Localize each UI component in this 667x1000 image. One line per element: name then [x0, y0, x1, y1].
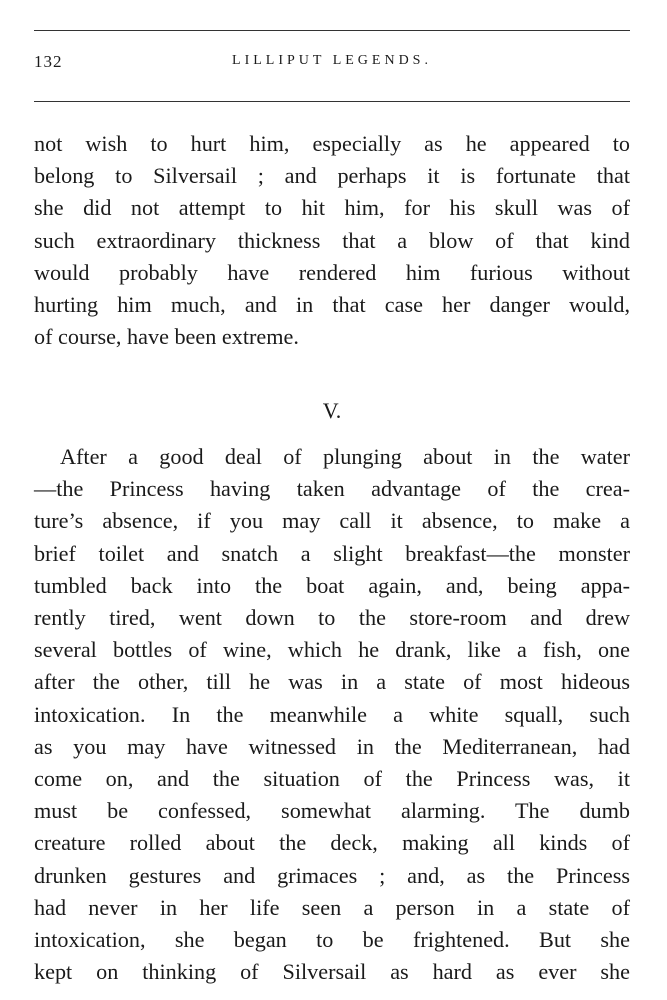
text-line: after the other, till he was in a state of most hideous — [34, 669, 630, 695]
section-heading: V. — [322, 398, 342, 423]
text-line: such extraordinary thickness that a blow of that kind — [34, 227, 630, 253]
text-line: drunken gestures and grimaces ; and, as the Princess — [34, 862, 630, 888]
text-line: intoxication, she began to be frightened. But she — [34, 927, 630, 953]
text-line: After a good deal of plunging about in the water — [60, 444, 630, 469]
text-line: tumbled back into the boat again, and, being appa- — [34, 572, 630, 598]
text-line: belong to Silversail ; and perhaps it is fortunate that — [34, 163, 630, 189]
header-rule-bottom — [34, 101, 630, 102]
text-line: of course, have been extreme. — [34, 324, 299, 350]
page-number: 132 — [34, 52, 63, 71]
text-line: she did not attempt to hit him, for his skull was of — [34, 195, 630, 221]
paragraph-section-five — [34, 441, 630, 988]
text-line: not wish to hurt him, especially as he appeared to — [34, 131, 630, 156]
text-line: would probably have rendered him furious without — [34, 259, 630, 285]
text-line: brief toilet and snatch a slight breakfast—the monster — [34, 540, 630, 566]
text-line: intoxication. In the meanwhile a white squall, such — [34, 701, 630, 727]
text-line: come on, and the situation of the Princess was, it — [34, 766, 630, 792]
text-line: —the Princess having taken advantage of the crea- — [34, 476, 630, 502]
running-title: LILLIPUT LEGENDS. — [232, 53, 432, 68]
text-line: creature rolled about the deck, making all kinds of — [34, 830, 630, 856]
text-line: ture’s absence, if you may call it absence, to make a — [34, 508, 630, 534]
page-header — [34, 52, 630, 76]
text-line: must be confessed, somewhat alarming. The dumb — [34, 798, 630, 824]
text-line: kept on thinking of Silversail as hard as ever she — [34, 959, 630, 985]
text-line: hurting him much, and in that case her danger would, — [34, 292, 630, 318]
paragraph-continued — [34, 128, 630, 353]
header-rule-top — [34, 30, 630, 31]
text-line: several bottles of wine, which he drank, like a fish, one — [34, 637, 630, 663]
text-line: as you may have witnessed in the Mediterranean, had — [34, 733, 630, 759]
text-line: had never in her life seen a person in a state of — [34, 894, 630, 920]
text-line: rently tired, went down to the store-room and drew — [34, 605, 630, 631]
